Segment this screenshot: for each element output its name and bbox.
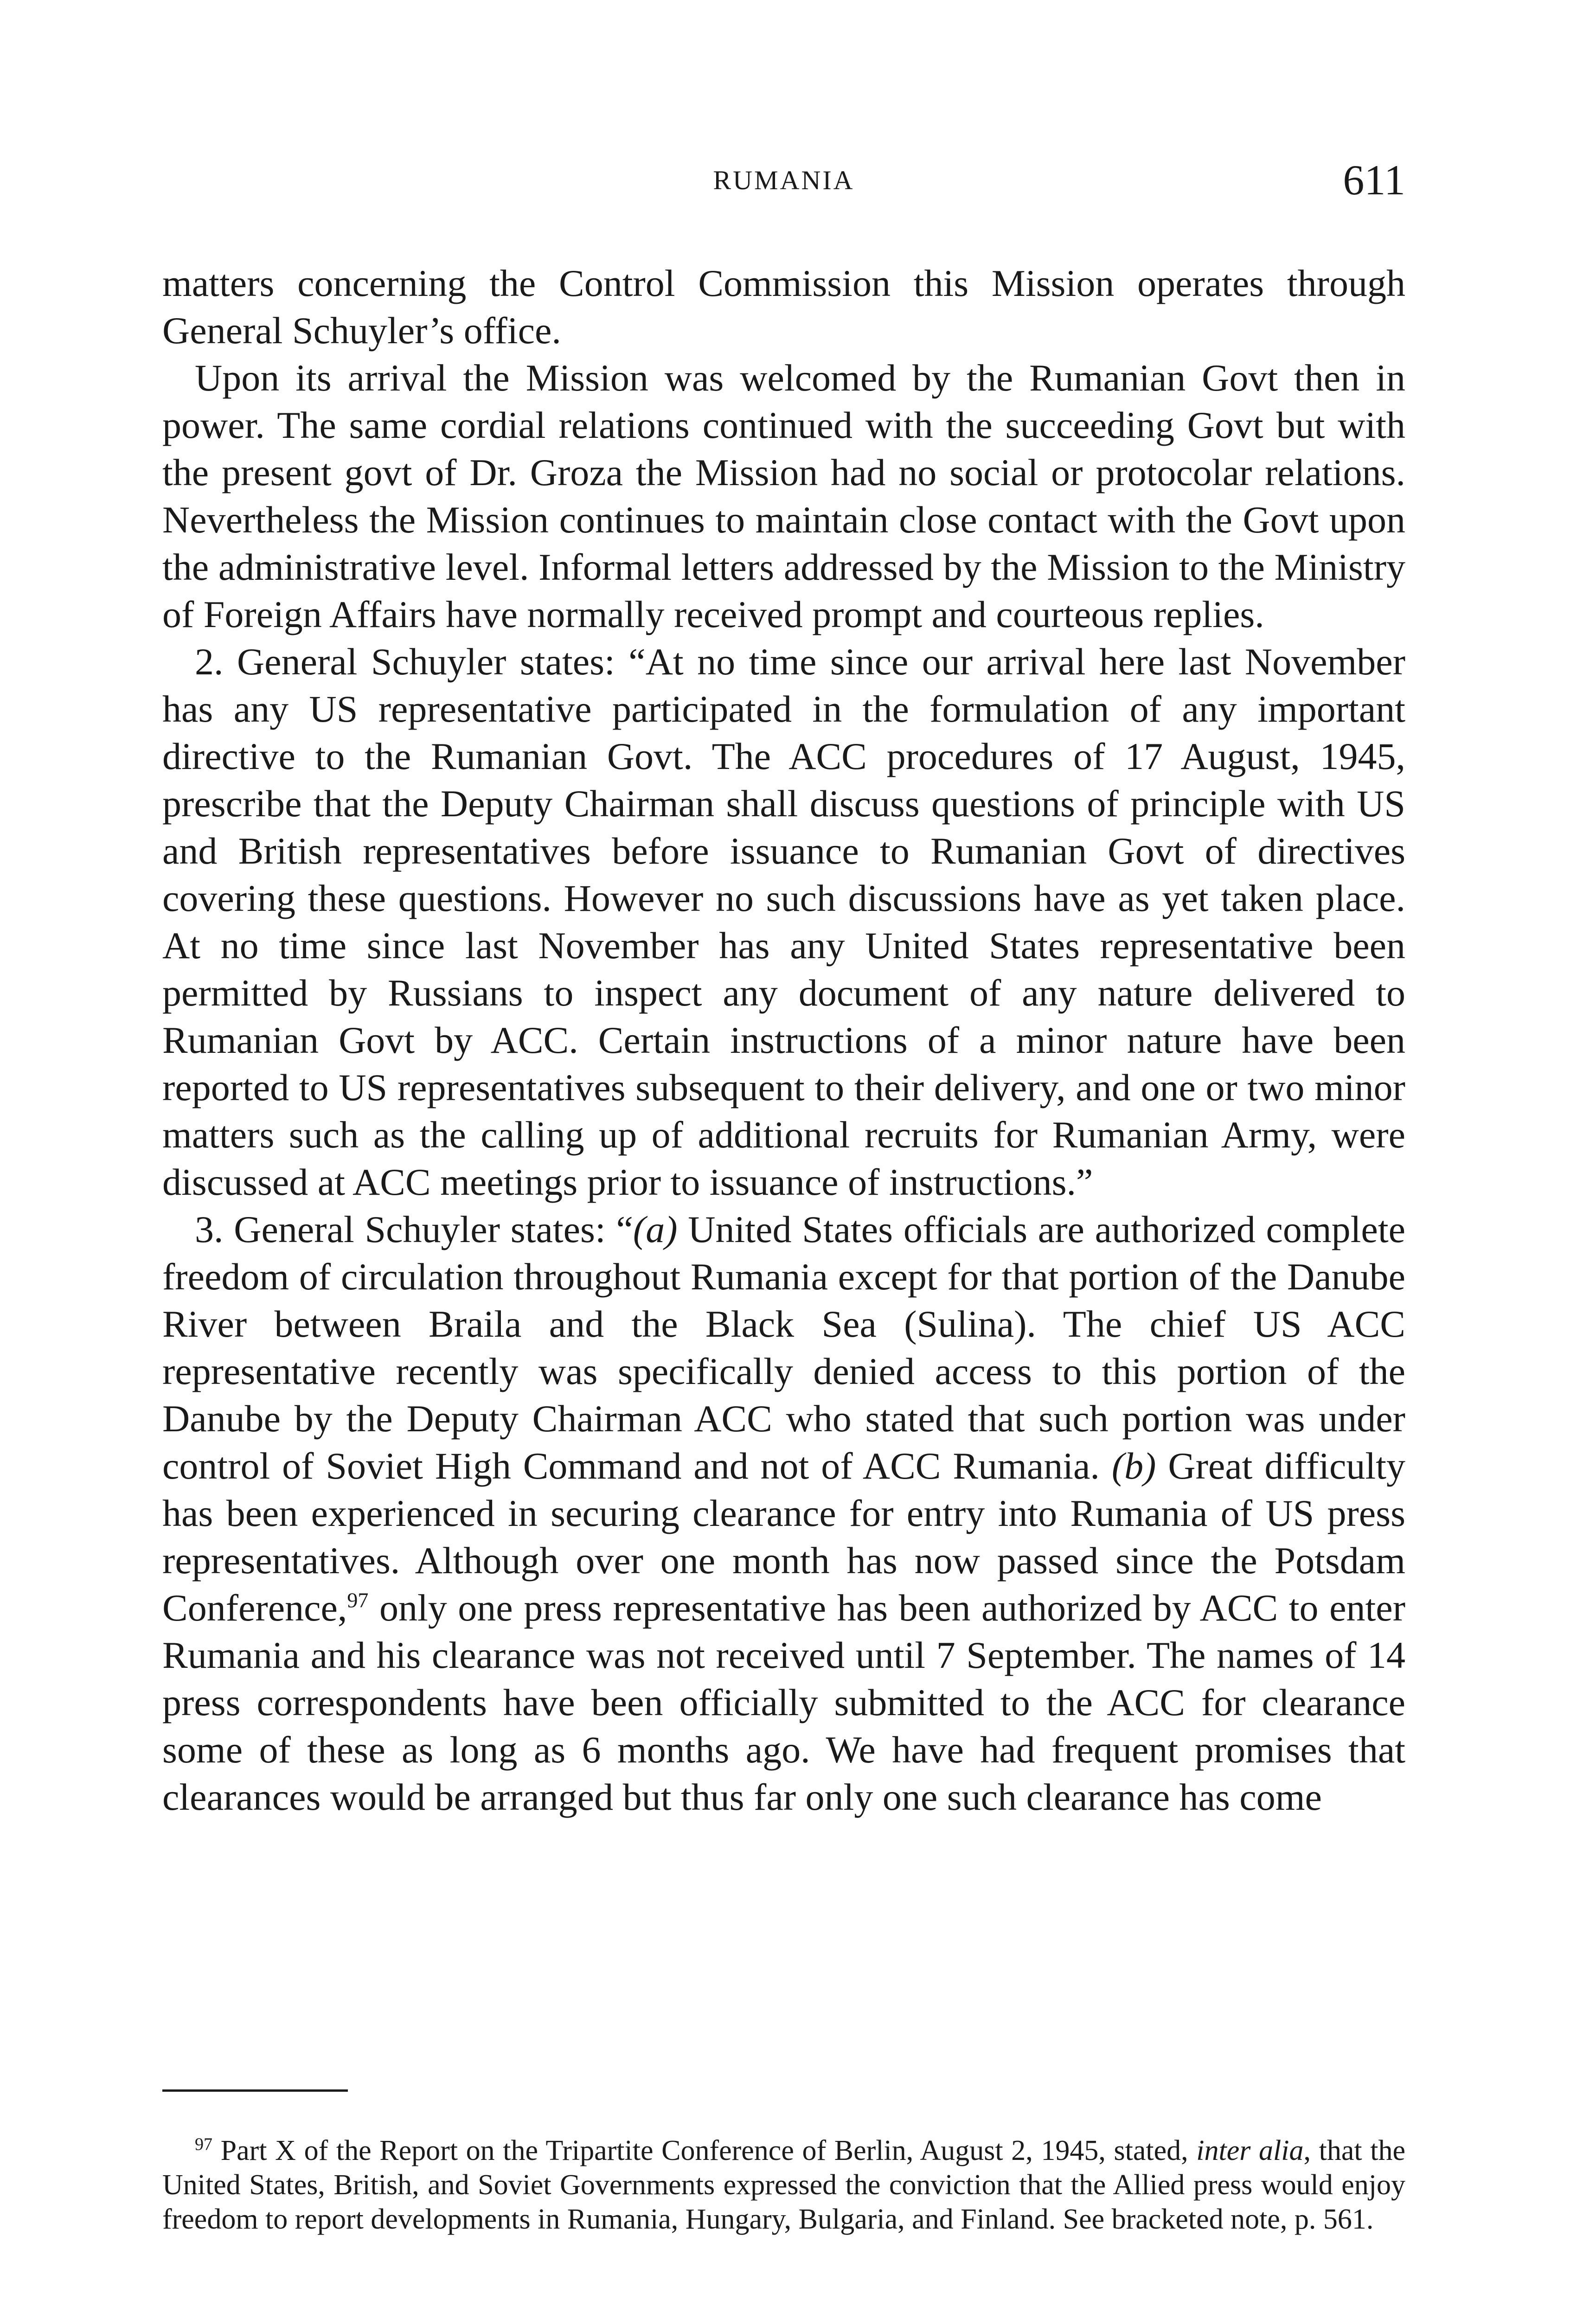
document-page [162,0,1405,2319]
paragraph-point-2: 2. General Schuyler states: “At no time since our arrival here last November has any US representative participated in the formulation of any important directive to the Rumanian Govt. The ACC procedures of 17 August, 1945, prescribe that the Deputy Chairman shall discuss questions of principle with US and British representatives before issuance to Rumanian Govt of directives covering these questions. However no such discussions have as yet taken place. At no time since last November has any United States representative been permitted by Russians to inspect any document of any nature delivered to Rumanian Govt by ACC. Certain instructions of a minor nature have been reported to US representatives subsequent to their delivery, and one or two minor matters such as the calling up of additional recruits for Rumanian Army, were discussed at ACC meetings prior to issuance of instructions.” [162,641,1405,1203]
footnote-text: Part X of the Report on the Tripartite Conference of Berlin, August 2, 1945, stated, [212,2135,1197,2166]
paragraph-point-3 [162,1206,1405,1821]
footnote [162,2133,1405,2236]
text-segment: United States officials are authorized complete freedom of circulation throughout Rumania except for that portion of the Danube River between Braila and the Black Sea (Sulina). The chief US ACC representative recently was specifically denied access to this portion of the Danube by the Deputy Chairman ACC who stated that such portion was under control of Soviet High Command and not of ACC Rumania. [162,1208,1405,1487]
footnote-text: , that the United States, British, and Soviet Governments expressed the conviction that the Allied press would enjoy freedom to report developments in Rumania, Hungary, Bulgaria, and Finland. See bracketed note, p. 561. [162,2135,1405,2235]
text-segment: Great difficulty has been experienced in securing clearance for entry into Rumania of US press representatives. Although over one month has now passed since the Potsdam Conference, [162,1445,1405,1629]
page-number: 611 [1343,156,1405,204]
text-segment: 3. General Schuyler states: “ [195,1208,633,1250]
item-label-a: (a) [633,1208,678,1250]
text-segment: only one press representative has been authorized by ACC to enter Rumania and his clearance was not received until 7 September. The names of 14 press correspondents have been officially submitted to the ACC for clearance some of these as long as 6 months ago. We have had frequent promises that clearances would be arranged but thus far only one such clearance has come [162,1587,1405,1818]
footnote-divider [162,2089,348,2092]
body-text [162,260,1405,1821]
footnote-reference: 97 [347,1588,369,1612]
item-label-b: (b) [1111,1445,1156,1487]
paragraph-mission-reception: Upon its arrival the Mission was welcomed by the Rumanian Govt then in power. The same cordial relations continued with the succeeding Govt but with the present govt of Dr. Groza the Mission had no social or protocolar relations. Nevertheless the Mission continues to maintain close contact with the Govt upon the administrative level. Informal letters addressed by the Mission to the Ministry of Foreign Affairs have normally received prompt and courteous replies. [162,357,1405,635]
footnote-marker: 97 [195,2134,212,2154]
running-head [162,155,1405,211]
paragraph-continuation: matters concerning the Control Commission this Mission operates through General Schuyler’s office. [162,262,1405,352]
running-title: RUMANIA [713,165,855,195]
footnote-italic: inter alia [1196,2135,1304,2166]
